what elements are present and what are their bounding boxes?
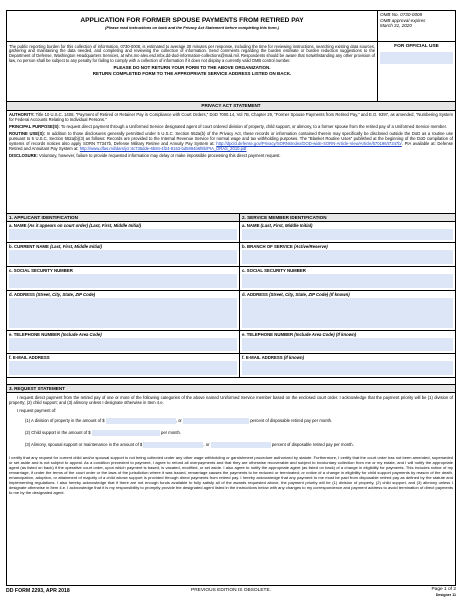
branch-field[interactable] — [242, 250, 453, 264]
privacy-heading: PRIVACY ACT STATEMENT — [7, 102, 455, 111]
item1-text: (1) A division of property in the amount of $ — [25, 418, 105, 424]
applicant-phone-label-text: e. TELEPHONE NUMBER — [9, 331, 61, 337]
member-email-label-text: f. E-MAIL ADDRESS — [242, 354, 283, 360]
current-name-hint: (Last, First, Middle Initial) — [50, 243, 102, 249]
member-email-label — [242, 355, 453, 360]
item3-or: , or — [203, 442, 210, 448]
property-percent-field[interactable] — [183, 418, 249, 424]
request-intro: I request direct payment from the retired pay of one or more of the following categories of the above named Uniformed Service member based on the enclosed court order. I acknowledge that the payment priority will be (1) division of property; (2) child support; and (3) alimony unless I designate otherwise in Item 4.e. — [9, 394, 453, 405]
form-header — [7, 11, 455, 42]
omb-date: March 31, 2020 — [380, 23, 412, 29]
authority-text: Title 10 U.S.C. 1408, "Payment of Retired or Retainer Pay in Compliance with Court Orders," DoD 7000.14, Vol 7B, Chapter 29, "Former Spouse Payments from Retired Pay," and E.O. 9397, as amended, "Numbering System for Federal Accounts Relating to Individual Persons." — [9, 112, 453, 123]
member-address-field[interactable] — [242, 298, 453, 328]
current-name-label — [9, 244, 237, 249]
applicant-name-field[interactable] — [9, 229, 237, 240]
member-name-hint: (Last, First, Middle Initial) — [260, 222, 313, 228]
current-name-cell — [7, 243, 239, 266]
privacy-purpose — [9, 124, 453, 129]
member-phone-field[interactable] — [242, 338, 453, 351]
member-address-label — [242, 292, 453, 297]
member-phone-label — [242, 332, 453, 337]
member-name-cell — [239, 222, 455, 242]
branch-hint: (Active/Reserve) — [293, 243, 328, 249]
applicant-address-label-text: d. ADDRESS — [9, 291, 35, 297]
branch-cell — [239, 243, 455, 266]
section1-heading: 1. APPLICANT IDENTIFICATION — [7, 214, 239, 221]
page-number: Page 1 of 2 — [431, 587, 456, 592]
item1-tail: percent of disposable retired pay per month. — [250, 418, 333, 424]
privacy-section — [7, 111, 455, 214]
member-ssn-cell — [239, 267, 455, 290]
form-page — [6, 10, 456, 586]
row-name — [7, 222, 455, 243]
member-name-label-text: a. NAME — [242, 222, 260, 228]
certification-text: I certify that any request for current child and/or spousal support is not being collected under any other wage withholding or garnishment procedure authorized by statute. Furthermore, I certify that the court order has not been amended, superseded or set aside and is not subject to appeal. As a condition precedent to payment, I agree to refund all overpayments and that they are otherwise recoverable and subject to involuntary collection from me or my estate, and I will notify the appropriate agent (as listed on back) if the operative court order, upon which payment is based, is vacated, modified, or set aside. I also agree to notify the appropriate agent (as listed on back) of a change in eligibility for payments. This includes notice of my remarriage, if under the terms of the court order or the laws of the jurisdiction where it was issued, remarriage causes the payments to be reduced or terminated; or notice of a change in eligibility for child support payments by reason of the death, emancipation, adoption, or attainment of majority of a child whose support is provided through direct payments from retired pay. I hereby acknowledge that any payment to me must be paid from disposable retired pay as defined by the statute and implementing regulations. I also hereby acknowledge that if there are not enough funds available to fully satisfy all of the awards requested above, the payment priority will be (1) division of property, (2) child support, and (3) alimony unless I designate otherwise in Item 4.e. I acknowledge that it is my responsibility to promptly provide the designated agent listed in the instructions below with any changes to my correspondence and payment address to avoid termination of direct payments to me by the designated agent. — [9, 455, 453, 495]
burden-block — [7, 42, 377, 101]
alimony-amount-field[interactable] — [143, 442, 203, 448]
burden-line-2: RETURN COMPLETED FORM TO THE APPROPRIATE SERVICE ADDRESS LISTED ON BACK. — [92, 70, 292, 76]
row-ssn — [7, 267, 455, 291]
page-info — [431, 587, 456, 597]
omb-number: OMB No. 0730-0008 — [380, 12, 423, 17]
current-name-label-text: b. CURRENT NAME — [9, 243, 49, 249]
member-ssn-label: c. SOCIAL SECURITY NUMBER — [242, 267, 306, 273]
applicant-name-label-text: a. NAME — [9, 222, 27, 228]
form-footer — [6, 586, 456, 598]
section3-heading: 3. REQUEST STATEMENT — [7, 384, 455, 394]
row-address — [7, 291, 455, 331]
form-subtitle: (Please read instructions on back and the Privacy Act Statement before completing this form.) — [105, 25, 279, 31]
privacy-routine — [9, 131, 453, 152]
applicant-email-field[interactable] — [9, 361, 237, 375]
burden-line-1: PLEASE DO NOT RETURN YOUR FORM TO THE ABOVE ORGANIZATION. — [113, 65, 271, 71]
member-address-label-text: d. ADDRESS — [242, 291, 268, 297]
item1-or: , or — [175, 418, 182, 424]
routine-text: In addition to those disclosures generally permitted under 5 U.S.C. Section 552a(b) of the Privacy Act, these records or information contained therein may specifically be disclosed outside the DoD as a routine use pursuant to 5 U.S.C. Section 552a(b)(3) as follows: Records are provided to the Internal Revenue Service for normal wage and tax withholding purposes. The "Blanket Routine Uses" published at the beginning of the DoD compilation of systems of records notices also apply SORN T7347b, Defense Military Retiree and Annuity Pay System at: — [9, 130, 453, 146]
applicant-name-hint: (As it appears on court order) (Last, First, Middle Initial) — [27, 222, 142, 228]
applicant-email-cell — [7, 354, 239, 377]
applicant-address-label — [9, 292, 237, 297]
request-item-3 — [9, 442, 453, 449]
member-email-hint: (If known) — [283, 354, 305, 360]
item2-text: (2) Child support in the amount of $ — [25, 430, 91, 436]
applicant-name-cell — [7, 222, 239, 242]
section3-body — [7, 393, 455, 498]
item3-text: (3) Alimony, spousal support or maintenance in the amount of $ — [25, 442, 143, 448]
applicant-ssn-field[interactable] — [9, 274, 237, 288]
member-address-cell — [239, 291, 455, 330]
privacy-authority — [9, 112, 453, 122]
disclosure-text: Voluntary, however, failure to provide requested information may delay or make impossible processing this direct payment request. — [39, 152, 281, 158]
row-phone — [7, 331, 455, 354]
applicant-address-hint: (Street, City, State, ZIP Code) — [36, 291, 96, 297]
applicant-phone-label — [9, 332, 237, 337]
omb-approval: OMB approval expires — [380, 17, 426, 23]
disclosure-label: DISCLOSURE: — [9, 152, 38, 158]
burden-text: The public reporting burden for this collection of information, 0730-0008, is estimated to average 30 minutes per response, including the time for reviewing instructions, searching existing data sources, gathering and maintaining the data needed, and completing and reviewing the collection of information. Send comments regarding the burden estimate or burden reduction suggestions to the Department of Defense, Washington Headquarters Services, at whs.mc-alex.esd.mbx.dd-dod-information-collections@mail.mil. Respondents should be aware that notwithstanding any other provision of law, no person shall be subject to any penalty for failing to comply with a collection of information if it does not display a currently valid OMB control number. — [9, 43, 375, 64]
purpose-text: To request direct payment through a Uniformed Service designated agent of court ordered division of property, child support, or alimony, to a former spouse from the retired pay of a Uniformed Service member. — [60, 123, 447, 129]
designer-tag: Designer 11 — [435, 592, 456, 597]
sorn-link[interactable]: http://dpcld.defense.gov/Privacy/SORNsIndex/DOD-wide-SORN-Article-View/Article/570196/t7347b/ — [216, 140, 402, 146]
purpose-label: PRINCIPAL PURPOSE(S): — [9, 123, 60, 129]
branch-label — [242, 244, 453, 249]
title-block — [7, 11, 377, 41]
applicant-phone-hint: (Include Area Code) — [61, 331, 102, 337]
alimony-percent-field[interactable] — [211, 442, 271, 448]
applicant-email-label: f. E-MAIL ADDRESS — [9, 354, 50, 360]
child-support-amount-field[interactable] — [92, 430, 160, 436]
official-use-label: FOR OFFICIAL USE — [394, 44, 439, 49]
pia-link[interactable]: http://www.dfas.mil/dam/jcr:4c735dde-6b84-4f24-8153-bd5894b6f8b/PIA_DRAS_2010.pdf — [79, 146, 247, 152]
burden-section — [7, 42, 455, 102]
request-item-1 — [9, 418, 453, 425]
applicant-address-field[interactable] — [9, 298, 237, 328]
privacy-disclosure — [9, 153, 453, 158]
member-email-field[interactable] — [242, 361, 453, 375]
member-address-hint: (Street, City, State, ZIP Code) (If known) — [269, 291, 350, 297]
routine-mid: . PIA available at: Defense Retired and Annuitant Pay System at: — [9, 140, 453, 152]
official-use-field[interactable] — [380, 52, 453, 64]
request-label: I request payment of: — [17, 407, 57, 413]
authority-label: AUTHORITY: — [9, 112, 35, 118]
applicant-name-label — [9, 223, 237, 228]
member-phone-label-text: e. TELEPHONE NUMBER — [242, 331, 294, 337]
member-ssn-field[interactable] — [242, 274, 453, 288]
obsolete-notice: PREVIOUS EDITION IS OBSOLETE. — [191, 588, 271, 593]
official-use-box — [377, 42, 455, 101]
item2-tail: per month. — [160, 430, 182, 436]
member-phone-cell — [239, 331, 455, 353]
member-phone-hint: (Include Area Code) (If known) — [294, 331, 357, 337]
applicant-address-cell — [7, 291, 239, 330]
row-current-name — [7, 243, 455, 267]
omb-block — [377, 11, 455, 41]
form-id: DD FORM 2293, APR 2018 — [6, 588, 70, 594]
id-headings-row — [7, 214, 455, 222]
member-name-field[interactable] — [242, 229, 453, 240]
member-name-label — [242, 223, 453, 228]
property-amount-field[interactable] — [106, 418, 176, 424]
applicant-phone-field[interactable] — [9, 338, 237, 351]
item3-tail: percent of disposable retired pay per month. — [271, 442, 354, 448]
request-item-2 — [9, 430, 453, 437]
row-email — [7, 354, 455, 378]
branch-label-text: b. BRANCH OF SERVICE — [242, 243, 293, 249]
routine-label: ROUTINE USE(S): — [9, 130, 46, 136]
applicant-ssn-label: c. SOCIAL SECURITY NUMBER — [9, 267, 73, 273]
section2-heading: 2. SERVICE MEMBER IDENTIFICATION — [239, 214, 455, 221]
member-email-cell — [239, 354, 455, 377]
current-name-field[interactable] — [9, 250, 237, 264]
form-title: APPLICATION FOR FORMER SPOUSE PAYMENTS FROM RETIRED PAY — [80, 17, 304, 24]
applicant-ssn-cell — [7, 267, 239, 290]
applicant-phone-cell — [7, 331, 239, 353]
